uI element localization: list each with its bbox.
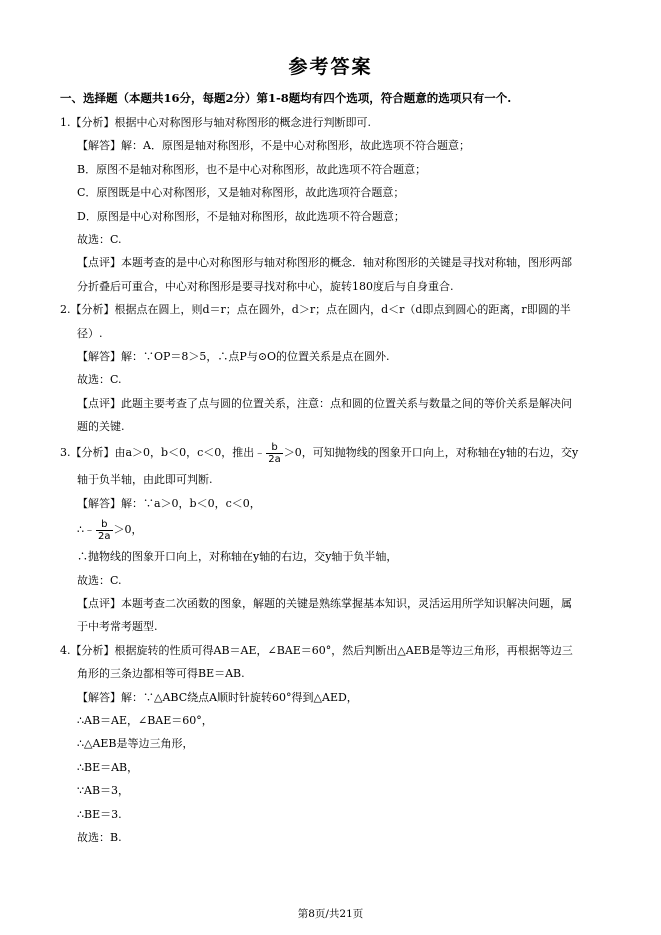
q4-analysis-cont: 角形的三条边都相等可得BE＝AB.	[77, 667, 245, 681]
fraction-b-over-2a-2	[96, 519, 113, 542]
q2-comment: 【点评】此题主要考查了点与圆的位置关系，注意：点和圆的位置关系与数量之间的等价关系是解决问	[77, 396, 572, 410]
fraction-denominator: 2a	[268, 453, 281, 465]
q1-option-d: D．原图是中心对称图形，不是轴对称图形，故此选项不符合题意；	[77, 209, 405, 223]
q1-comment-cont: 分折叠后可重合，中心对称图形是要寻找对称中心，旋转180度后与自身重合.	[77, 279, 454, 293]
q3-answer: 【解答】解：∵a＞0，b＜0，c＜0，	[77, 496, 261, 510]
frac-minus: ﹣	[254, 446, 266, 460]
q3-comment: 【点评】本题考查二次函数的图象，解题的关键是熟练掌握基本知识，灵活运用所学知识解决问题，属	[77, 597, 572, 611]
q3-conclusion: ∴抛物线的图象开口向上，对称轴在y轴的右边，交y轴于负半轴，	[77, 550, 398, 564]
q4-step-3: ∴BE＝AB，	[77, 760, 139, 774]
q4-analysis: 4.【分析】根据旋转的性质可得AB＝AE，∠BAE＝60°，然后判断出△AEB是等边三角形，再根据等边三	[60, 643, 573, 657]
q3-fraction-step	[60, 515, 610, 545]
q2-analysis-cont: 径）.	[77, 326, 103, 340]
q3-analysis-head: 3.【分析】由a＞0，b＜0，c＜0，推出	[60, 446, 255, 460]
q4-choice: 故选：B.	[77, 830, 122, 844]
frac-minus-2: ﹣	[84, 523, 95, 537]
q1-choice: 故选：C.	[77, 232, 122, 246]
q1-analysis: 1.【分析】根据中心对称图形与轴对称图形的概念进行判断即可.	[60, 116, 371, 129]
q4-answer: 【解答】解：∵△ABC绕点A顺时针旋转60°得到△AED，	[77, 690, 358, 704]
q2-answer: 【解答】解：∵OP＝8＞5，∴点P与⊙O的位置关系是点在圆外.	[77, 349, 390, 363]
q4-step-4: ∵AB＝3，	[77, 784, 130, 798]
fraction-denominator-2: 2a	[98, 530, 111, 542]
fraction-numerator: b	[266, 442, 283, 454]
q3-comment-cont: 于中考常考题型.	[77, 620, 158, 634]
q2-choice: 故选：C.	[77, 373, 122, 387]
q3-analysis	[60, 438, 610, 468]
answer-body	[60, 111, 610, 849]
q2-comment-cont: 题的关键.	[77, 420, 125, 434]
therefore-symbol: ∴	[77, 523, 84, 537]
q1-comment: 【点评】本题考查的是中心对称图形与轴对称图形的概念．轴对称图形的关键是寻找对称轴，图形两部	[77, 256, 572, 270]
q4-step-2: ∴△AEB是等边三角形，	[77, 737, 194, 751]
q1-answer: 【解答】解：A．原图是轴对称图形，不是中心对称图形，故此选项不符合题意；	[77, 139, 470, 153]
q4-step-5: ∴BE＝3.	[77, 807, 122, 821]
section-heading: 一、选择题（本题共16分，每题2分）第1-8题均有四个选项，符合题意的选项只有一个.	[60, 91, 512, 105]
q3-fraction-step-tail: ＞0，	[113, 523, 143, 537]
page-footer: 第8页/共21页	[297, 908, 364, 920]
q3-analysis-tail: ＞0，可知抛物线的图象开口向上，对称轴在y轴的右边，交y	[283, 446, 579, 460]
q4-step-1: ∴AB＝AE，∠BAE＝60°，	[77, 713, 213, 727]
q1-option-b: B．原图不是轴对称图形，也不是中心对称图形，故此选项不符合题意；	[77, 162, 427, 176]
q3-choice: 故选：C.	[77, 573, 122, 587]
q3-analysis-cont: 轴于负半轴，由此即可判断.	[77, 473, 213, 487]
q2-analysis: 2.【分析】根据点在圆上，则d＝r；点在圆外，d＞r；点在圆内，d＜r（d即点到圆心的距离，r即圆的半	[60, 303, 571, 317]
fraction-b-over-2a	[266, 442, 283, 465]
page-title: 参考答案	[288, 56, 373, 78]
q1-option-c: C．原图既是中心对称图形，又是轴对称图形，故此选项符合题意；	[77, 186, 405, 200]
fraction-numerator-2: b	[96, 519, 113, 531]
